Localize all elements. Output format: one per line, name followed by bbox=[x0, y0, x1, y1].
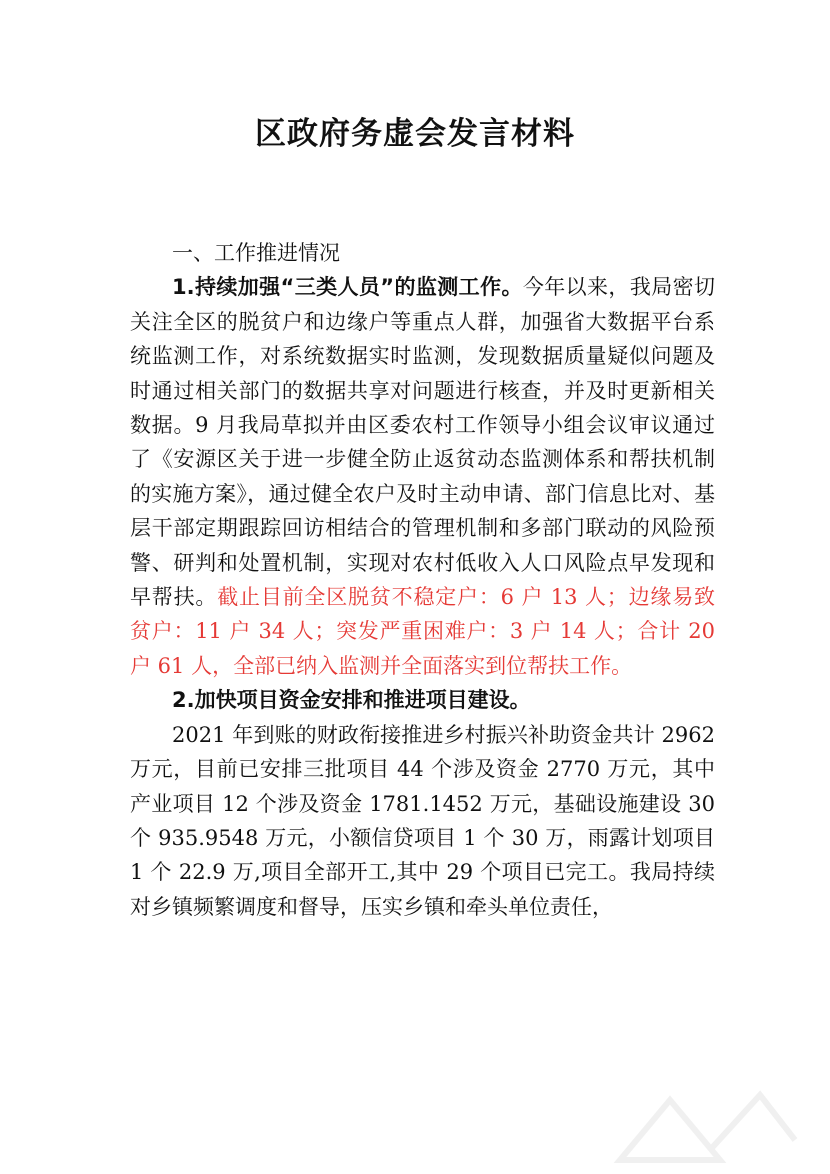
item-1-body: 今年以来，我局密切关注全区的脱贫户和边缘户等重点人群，加强省大数据平台系统监测工作，对系统数据实时监测，发现数据质量疑似问题及时通过相关部门的数据共享对问题进行核查，并及时更新相关数据。9 月我局草拟并由区委农村工作领导小组会议审议通过了《安源区关于进一步健全防止返贫动态监测体系和帮扶机制的实施方案》，通过健全农户及时主动申请、部门信息比对、基层干部定期跟踪回访相结合的管理机制和多部门联动的风险预警、研判和处置机制，实现对农村低收入人口风险点早发现和早帮扶。 bbox=[130, 275, 715, 610]
paragraph-item-2: 2021 年到账的财政衔接推进乡村振兴补助资金共计 2962 万元，目前已安排三批项目 44 个涉及资金 2770 万元，其中产业项目 12 个涉及资金 1781.1452 万元，基础设施建设 30 个 935.9548 万元，小额信贷项目 1 个 30 万，雨露计划项目 1 个 22.9 万,项目全部开工,其中 29 个项目已完工。我局持续对乡镇频繁调度和督导，压实乡镇和牵头单位责任， bbox=[130, 722, 715, 919]
paragraph-item-1 bbox=[130, 270, 715, 683]
section-heading: 一、工作推进情况 bbox=[172, 241, 340, 265]
item-2-heading: 2.加快项目资金安排和推进项目建设。 bbox=[172, 688, 531, 713]
page-title: 区政府务虚会发言材料 bbox=[255, 116, 575, 152]
watermark-icon bbox=[600, 1080, 800, 1170]
item-1-highlight: 截止目前全区脱贫不稳定户：6 户 13 人；边缘易致贫户：11 户 34 人；突发严重困难户：3 户 14 人；合计 20 户 61 人，全部已纳入监测并全面落实到位帮扶工作。 bbox=[130, 585, 716, 678]
document-body bbox=[130, 236, 715, 924]
item-1-lead: 1.持续加强“三类人员”的监测工作。 bbox=[172, 275, 523, 300]
